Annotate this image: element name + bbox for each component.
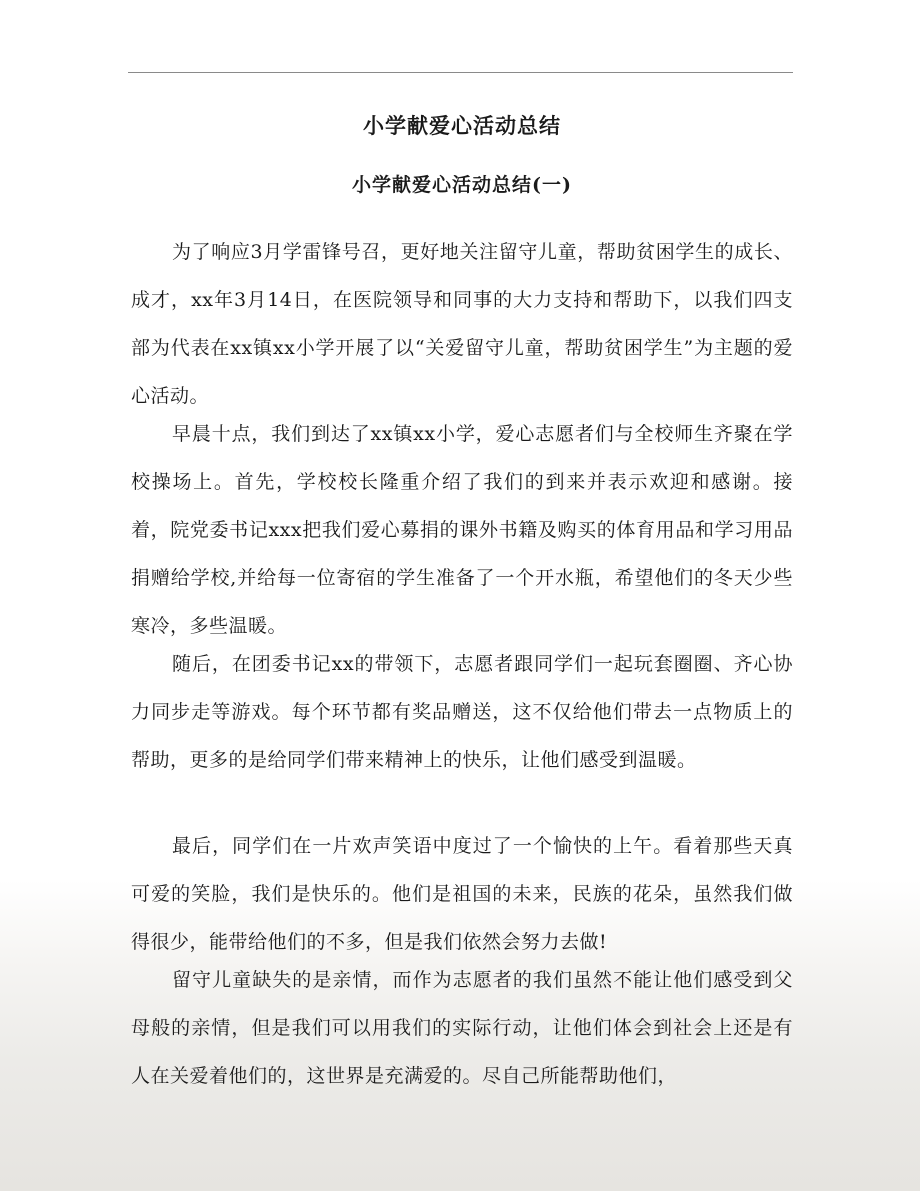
paragraph-5: 留守儿童缺失的是亲情，而作为志愿者的我们虽然不能让他们感受到父母般的亲情，但是我们可以用我们的实际行动，让他们体会到社会上还是有人在关爱着他们的，这世界是充满爱的。尽自己所能帮助他们， (131, 969, 793, 1087)
paragraph-2: 早晨十点，我们到达了xx镇xx小学，爱心志愿者们与全校师生齐聚在学校操场上。首先，学校校长隆重介绍了我们的到来并表示欢迎和感谢。接着，院党委书记xxx把我们爱心募捐的课外书籍及购买的体育用品和学习用品捐赠给学校,并给每一位寄宿的学生准备了一个开水瓶，希望他们的冬天少些寒冷，多些温暖。 (131, 423, 793, 637)
paragraph-3: 随后，在团委书记xx的带领下，志愿者跟同学们一起玩套圈圈、齐心协力同步走等游戏。每个环节都有奖品赠送，这不仅给他们带去一点物质上的帮助，更多的是给同学们带来精神上的快乐，让他们感受到温暖。 (131, 653, 793, 771)
paragraph-4: 最后，同学们在一片欢声笑语中度过了一个愉快的上午。看着那些天真可爱的笑脸，我们是快乐的。他们是祖国的未来，民族的花朵，虽然我们做得很少，能带给他们的不多，但是我们依然会努力去做! (131, 835, 793, 953)
paragraph-1: 为了响应3月学雷锋号召，更好地关注留守儿童，帮助贫困学生的成长、成才，xx年3月14日，在医院领导和同事的大力支持和帮助下，以我们四支部为代表在xx镇xx小学开展了以“关爱留守儿童，帮助贫困学生”为主题的爱心活动。 (131, 241, 793, 407)
header-rule (128, 72, 793, 73)
document-title: 小学献爱心活动总结 (363, 113, 561, 138)
document-subtitle: 小学献爱心活动总结(一) (352, 174, 572, 196)
